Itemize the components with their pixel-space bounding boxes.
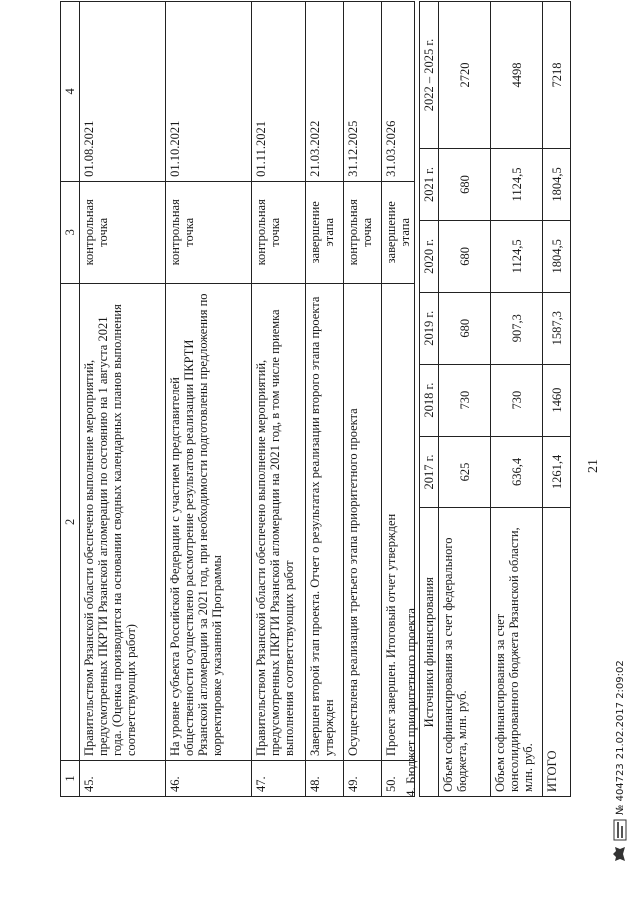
plan-row-text: Правительством Рязанской области обеспечено выполнение мероприятий, предусмотренных ПКРТИ Рязанской агломерации по состоянию на 1 августа 2021 года. (Оценка производится на основании сводных календарных планов выполнения соответствующих работ) [80, 283, 166, 760]
plan-row-type: завершение этапа [306, 181, 344, 283]
budget-value: 907,3 [491, 292, 543, 364]
budget-header-cell: 2021 г. [420, 149, 439, 221]
plan-row-date: 21.03.2022 [306, 2, 344, 182]
budget-value: 680 [439, 149, 491, 221]
plan-row-text: Осуществлена реализация третьего этапа приоритетного проекта [344, 283, 382, 760]
budget-value: 1460 [543, 364, 571, 436]
budget-value: 1804,5 [543, 149, 571, 221]
plan-header-row [61, 2, 80, 797]
budget-value: 1587,3 [543, 292, 571, 364]
plan-row-date: 31.03.2026 [382, 2, 415, 182]
plan-row-type: контрольная точка [166, 181, 252, 283]
plan-row-type: контрольная точка [344, 181, 382, 283]
plan-row-number: 50. [382, 761, 415, 797]
plan-row [166, 2, 252, 797]
budget-value: 680 [439, 292, 491, 364]
budget-value: 625 [439, 436, 491, 508]
registration-stamp-icon [613, 819, 627, 841]
plan-row-text: Проект завершен. Итоговый отчет утвержден [382, 283, 415, 760]
budget-value: 1124,5 [491, 149, 543, 221]
plan-row-number: 47. [252, 761, 306, 797]
plan-row-text: Правительством Рязанской области обеспечено выполнение мероприятий, предусмотренных ПКРТИ Рязанской агломерации на 2021 год, в том числе приемка выполнения соответствующих работ [252, 283, 306, 760]
document-footer [612, 660, 628, 863]
budget-value: 1124,5 [491, 220, 543, 292]
plan-row-number: 49. [344, 761, 382, 797]
document-timestamp: 21.02.2017 2:09:02 [614, 660, 626, 760]
budget-row-label: Объем софинансирования за счет федерального бюджета, млн. руб. [439, 508, 491, 797]
budget-value: 636,4 [491, 436, 543, 508]
budget-section-title: 4. Бюджет приоритетного проекта [403, 607, 418, 797]
plan-row [80, 2, 166, 797]
budget-header-cell: 2017 г. [420, 436, 439, 508]
budget-value: 680 [439, 220, 491, 292]
plan-header-cell: 4 [61, 2, 80, 182]
document-number: № 404723 [614, 763, 626, 815]
budget-value: 730 [439, 364, 491, 436]
plan-row-type: завершение этапа [382, 181, 415, 283]
plan-header-cell: 1 [61, 761, 80, 797]
plan-row-date: 01.08.2021 [80, 2, 166, 182]
plan-header-cell: 2 [61, 283, 80, 760]
budget-value: 1261,4 [543, 436, 571, 508]
plan-header-cell: 3 [61, 181, 80, 283]
plan-row-type: контрольная точка [252, 181, 306, 283]
plan-row-text: На уровне субъекта Российской Федерации с участием представителей общественности осуществлено рассмотрение результатов реализации ПКРТИ Рязанской агломерации за 2021 год, при необходимости подготовлены предложения по корректировке указанной Программы [166, 283, 252, 760]
budget-row [491, 2, 543, 797]
plan-row [252, 2, 306, 797]
page-number: 21 [586, 459, 601, 473]
budget-row [543, 2, 571, 797]
plan-row-date: 31.12.2025 [344, 2, 382, 182]
plan-row-number: 48. [306, 761, 344, 797]
budget-row-label: Объем софинансирования за счет консолидированного бюджета Рязанской области, млн. руб. [491, 508, 543, 797]
plan-row-number: 46. [166, 761, 252, 797]
plan-row [344, 2, 382, 797]
plan-table [60, 1, 415, 797]
budget-value: 7218 [543, 2, 571, 149]
budget-value: 4498 [491, 2, 543, 149]
budget-header-row [420, 2, 439, 797]
budget-header-cell: 2022 – 2025 г. [420, 2, 439, 149]
plan-row-number: 45. [80, 761, 166, 797]
budget-table [419, 1, 571, 797]
coat-of-arms-icon [612, 845, 628, 863]
budget-row-label: ИТОГО [543, 508, 571, 797]
budget-value: 1804,5 [543, 220, 571, 292]
plan-row [306, 2, 344, 797]
budget-header-cell: 2018 г. [420, 364, 439, 436]
budget-value: 730 [491, 364, 543, 436]
budget-header-cell: Источники финансирования [420, 508, 439, 797]
plan-row-text: Завершен второй этап проекта. Отчет о результатах реализации второго этапа проекта утвержден [306, 283, 344, 760]
budget-header-cell: 2019 г. [420, 292, 439, 364]
plan-row-date: 01.10.2021 [166, 2, 252, 182]
budget-row [439, 2, 491, 797]
plan-row-type: контрольная точка [80, 181, 166, 283]
plan-row-date: 01.11.2021 [252, 2, 306, 182]
budget-header-cell: 2020 г. [420, 220, 439, 292]
budget-value: 2720 [439, 2, 491, 149]
